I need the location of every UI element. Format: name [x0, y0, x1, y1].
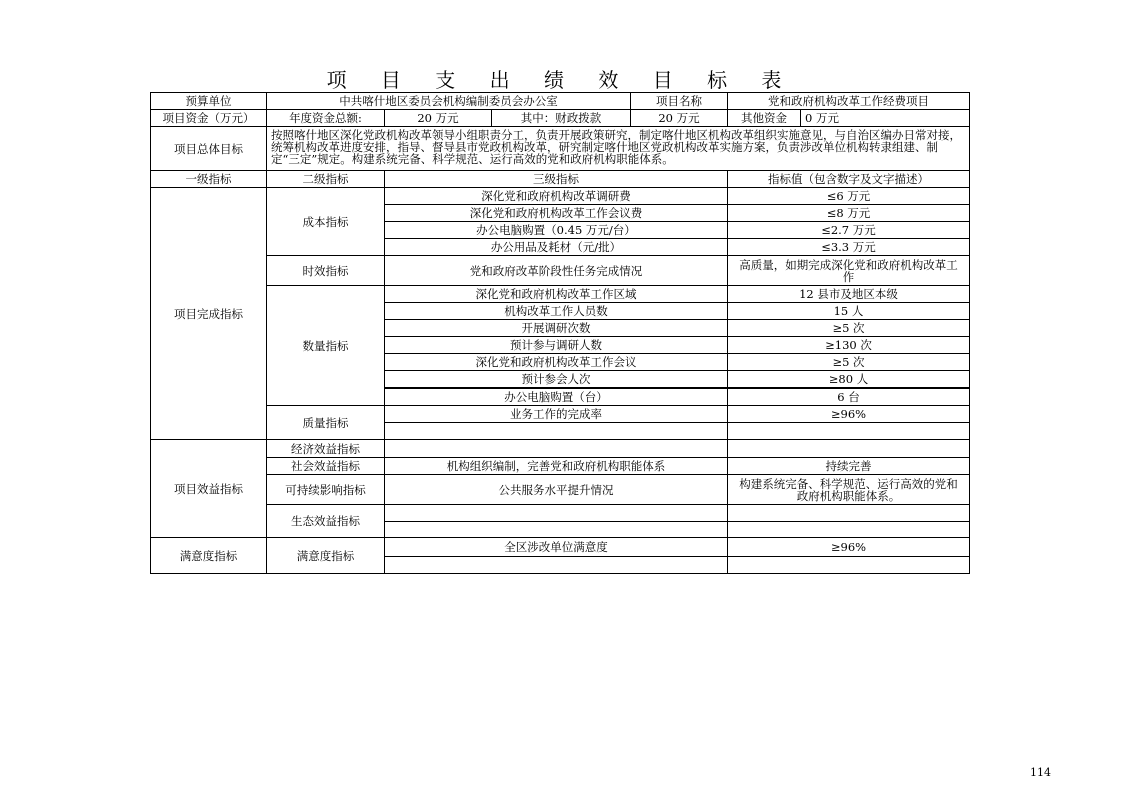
quantity-row-name: 办公电脑购置（台） — [384, 388, 728, 406]
social-value: 持续完善 — [727, 457, 970, 475]
timeliness-value: 高质量，如期完成深化党和政府机构改革工作 — [727, 255, 970, 286]
performance-table — [151, 93, 971, 575]
project-name-label: 项目名称 — [630, 92, 728, 110]
budget-unit-value: 中共喀什地区委员会机构编制委员会办公室 — [266, 92, 631, 110]
quality-name: 业务工作的完成率 — [384, 405, 728, 423]
quantity-row-value: 6 台 — [727, 388, 970, 406]
sustainable-value: 构建系统完备、科学规范、运行高效的党和政府机构职能体系。 — [727, 474, 970, 505]
cost-row-value: ≤8 万元 — [727, 204, 970, 222]
quantity-row-name: 预计参会人次 — [384, 370, 728, 388]
satisfaction-value: ≥96% — [727, 537, 970, 557]
satisfaction-sub-label: 满意度指标 — [266, 537, 385, 574]
quantity-row-value: 12 县市及地区本级 — [727, 285, 970, 303]
column-level1: 一级指标 — [150, 170, 267, 188]
annual-total-label: 年度资金总额: — [266, 109, 385, 127]
column-level2: 二级指标 — [266, 170, 385, 188]
cost-row-value: ≤6 万元 — [727, 187, 970, 205]
ecological-value-2 — [727, 521, 970, 538]
funds-label: 项目资金（万元） — [150, 109, 267, 127]
ecological-name-2 — [384, 521, 728, 538]
quantity-row-value: ≥5 次 — [727, 353, 970, 371]
economic-value — [727, 439, 970, 458]
quality-value: ≥96% — [727, 405, 970, 423]
cost-label: 成本指标 — [266, 187, 385, 256]
quantity-row-name: 开展调研次数 — [384, 319, 728, 337]
quality-empty-value — [727, 422, 970, 440]
ecological-value-1 — [727, 504, 970, 522]
quantity-row-name: 深化党和政府机构改革工作会议 — [384, 353, 728, 371]
quantity-label: 数量指标 — [266, 285, 385, 406]
completion-label: 项目完成指标 — [150, 187, 267, 440]
social-name: 机构组织编制，完善党和政府机构职能体系 — [384, 457, 728, 475]
quantity-row-name: 预计参与调研人数 — [384, 336, 728, 354]
sustainable-label: 可持续影响指标 — [266, 474, 385, 505]
overall-goal-text-content: 按照喀什地区深化党政机构改革领导小组职责分工，负责开展政策研究，制定喀什地区机构改革组织实施意见，与自治区编办日常对接，统筹机构改革进度安排，指导、督导县市党政机构改革，研究制定喀什地区党政机构改革实施方案，负责涉改单位机构转隶组建、制定“三定”规定。构建系统完备、科学规范、运行高效的党和政府机构职能体系。 — [271, 128, 961, 166]
annual-total-value: 20 万元 — [384, 109, 492, 127]
social-label: 社会效益指标 — [266, 457, 385, 475]
quantity-row-value: ≥80 人 — [727, 370, 970, 388]
quantity-row-value: ≥130 次 — [727, 336, 970, 354]
timeliness-label: 时效指标 — [266, 255, 385, 286]
cost-row-name: 办公用品及耗材（元/批） — [384, 238, 728, 256]
quantity-row-value: ≥5 次 — [727, 319, 970, 337]
economic-name — [384, 439, 728, 458]
page-number: 114 — [1030, 766, 1051, 779]
benefit-label: 项目效益指标 — [150, 439, 267, 538]
fiscal-value: 20 万元 — [630, 109, 728, 127]
satisfaction-empty-value — [727, 556, 970, 574]
other-funds-label: 其他资金 — [727, 109, 801, 127]
cost-row-name: 深化党和政府机构改革工作会议费 — [384, 204, 728, 222]
other-funds-value: 0 万元 — [800, 109, 970, 127]
column-level3: 三级指标 — [384, 170, 728, 188]
quantity-row-name: 深化党和政府机构改革工作区域 — [384, 285, 728, 303]
quality-label: 质量指标 — [266, 405, 385, 440]
project-name-value: 党和政府机构改革工作经费项目 — [727, 92, 970, 110]
satisfaction-empty-name — [384, 556, 728, 574]
quality-empty-name — [384, 422, 728, 440]
ecological-name-1 — [384, 504, 728, 522]
sustainable-name: 公共服务水平提升情况 — [384, 474, 728, 505]
satisfaction-name: 全区涉改单位满意度 — [384, 537, 728, 557]
cost-row-value: ≤2.7 万元 — [727, 221, 970, 239]
economic-label: 经济效益指标 — [266, 439, 385, 458]
cost-row-name: 办公电脑购置（0.45 万元/台） — [384, 221, 728, 239]
column-value: 指标值（包含数字及文字描述） — [727, 170, 970, 188]
timeliness-name: 党和政府改革阶段性任务完成情况 — [384, 255, 728, 286]
ecological-label: 生态效益指标 — [266, 504, 385, 538]
overall-goal-label: 项目总体目标 — [150, 126, 267, 171]
quantity-row-name: 机构改革工作人员数 — [384, 302, 728, 320]
satisfaction-label: 满意度指标 — [150, 537, 267, 574]
cost-row-value: ≤3.3 万元 — [727, 238, 970, 256]
budget-unit-label: 预算单位 — [150, 92, 267, 110]
overall-goal-text — [266, 126, 970, 171]
quantity-row-value: 15 人 — [727, 302, 970, 320]
cost-row-name: 深化党和政府机构改革调研费 — [384, 187, 728, 205]
fiscal-label: 其中：财政拨款 — [491, 109, 631, 127]
page-title: 项 目 支 出 绩 效 目 标 表 — [326, 68, 796, 92]
